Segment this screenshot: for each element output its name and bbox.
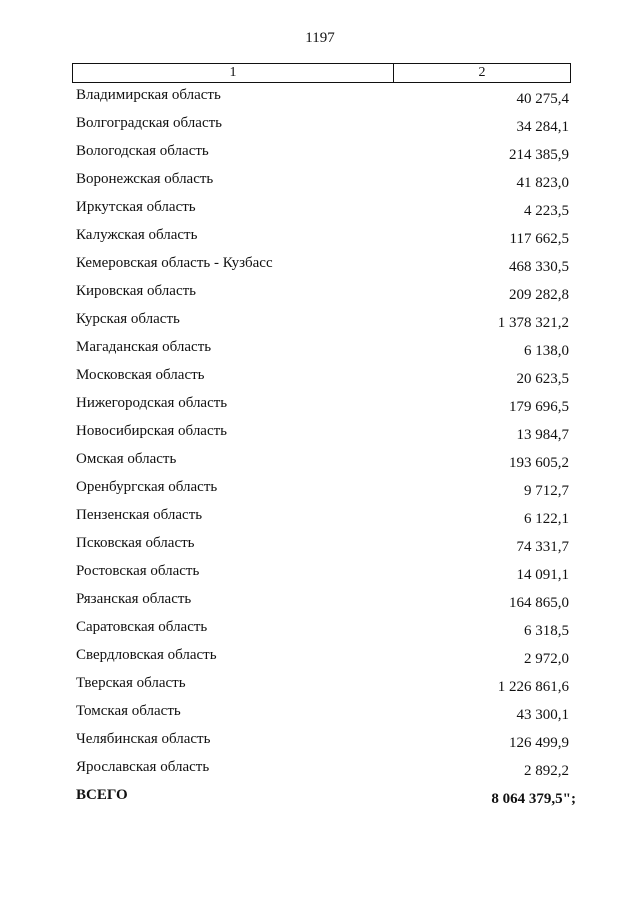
total-label: ВСЕГО: [76, 787, 128, 803]
table-row: [0, 254, 640, 282]
region-value: 34 284,1: [516, 119, 569, 135]
table-row: [0, 422, 640, 450]
region-value: 40 275,4: [516, 91, 569, 107]
total-row: [0, 786, 640, 814]
region-value: 6 122,1: [524, 511, 569, 527]
region-value: 193 605,2: [509, 455, 569, 471]
table-row: [0, 590, 640, 618]
region-value: 4 223,5: [524, 203, 569, 219]
table-row: [0, 366, 640, 394]
region-value: 209 282,8: [509, 287, 569, 303]
region-name: Саратовская область: [76, 619, 208, 635]
region-name: Нижегородская область: [76, 395, 228, 411]
region-value: 214 385,9: [509, 147, 569, 163]
table-row: [0, 730, 640, 758]
table-row: [0, 142, 640, 170]
region-value: 20 623,5: [516, 371, 569, 387]
region-name: Свердловская область: [76, 647, 217, 663]
region-name: Московская область: [76, 367, 205, 383]
table-row: [0, 198, 640, 226]
table-row: [0, 394, 640, 422]
region-value: 14 091,1: [516, 567, 569, 583]
region-value: 2 892,2: [524, 763, 569, 779]
table-row: [0, 758, 640, 786]
region-name: Вологодская область: [76, 143, 209, 159]
table-row: [0, 282, 640, 310]
column-header-1: 1: [73, 64, 394, 82]
region-name: Омская область: [76, 451, 177, 467]
column-header-2: 2: [478, 65, 486, 80]
region-name: Новосибирская область: [76, 423, 228, 439]
region-value: 1 378 321,2: [497, 315, 569, 331]
table-row: [0, 170, 640, 198]
region-name: Кировская область: [76, 283, 197, 299]
region-name: Волгоградская область: [76, 115, 222, 131]
table-row: [0, 702, 640, 730]
region-value: 468 330,5: [509, 259, 569, 275]
table-body: [0, 86, 640, 786]
region-value: 9 712,7: [524, 483, 569, 499]
region-name: Владимирская область: [76, 87, 221, 103]
region-value: 74 331,7: [516, 539, 569, 555]
region-name: Пензенская область: [76, 507, 203, 523]
region-value: 2 972,0: [524, 651, 569, 667]
region-name: Томская область: [76, 703, 181, 719]
region-name: Рязанская область: [76, 591, 192, 607]
total-value: 8 064 379,5";: [491, 791, 576, 807]
region-name: Псковская область: [76, 535, 195, 551]
table-row: [0, 86, 640, 114]
table-row: [0, 618, 640, 646]
region-value: 164 865,0: [509, 595, 569, 611]
region-value: 43 300,1: [516, 707, 569, 723]
region-name: Воронежская область: [76, 171, 214, 187]
region-value: 13 984,7: [516, 427, 569, 443]
table-row: [0, 226, 640, 254]
table-row: [0, 478, 640, 506]
table-row: [0, 646, 640, 674]
region-name: Ярославская область: [76, 759, 210, 775]
table-header: [72, 63, 571, 83]
region-value: 117 662,5: [509, 231, 569, 247]
region-value: 6 138,0: [524, 343, 569, 359]
table-row: [0, 674, 640, 702]
region-name: Оренбургская область: [76, 479, 218, 495]
region-name: Ростовская область: [76, 563, 200, 579]
region-name: Курская область: [76, 311, 180, 327]
table-row: [0, 534, 640, 562]
region-name: Тверская область: [76, 675, 186, 691]
region-value: 41 823,0: [516, 175, 569, 191]
region-name: Кемеровская область - Кузбасс: [76, 255, 273, 271]
table-row: [0, 506, 640, 534]
region-name: Калужская область: [76, 227, 198, 243]
table-row: [0, 114, 640, 142]
table-row: [0, 450, 640, 478]
region-value: 1 226 861,6: [497, 679, 569, 695]
region-name: Челябинская область: [76, 731, 211, 747]
region-value: 6 318,5: [524, 623, 569, 639]
table-row: [0, 338, 640, 366]
table-row: [0, 562, 640, 590]
region-value: 126 499,9: [509, 735, 569, 751]
region-name: Магаданская область: [76, 339, 212, 355]
region-value: 179 696,5: [509, 399, 569, 415]
region-name: Иркутская область: [76, 199, 196, 215]
page-number: 1197: [305, 30, 335, 46]
table-row: [0, 310, 640, 338]
